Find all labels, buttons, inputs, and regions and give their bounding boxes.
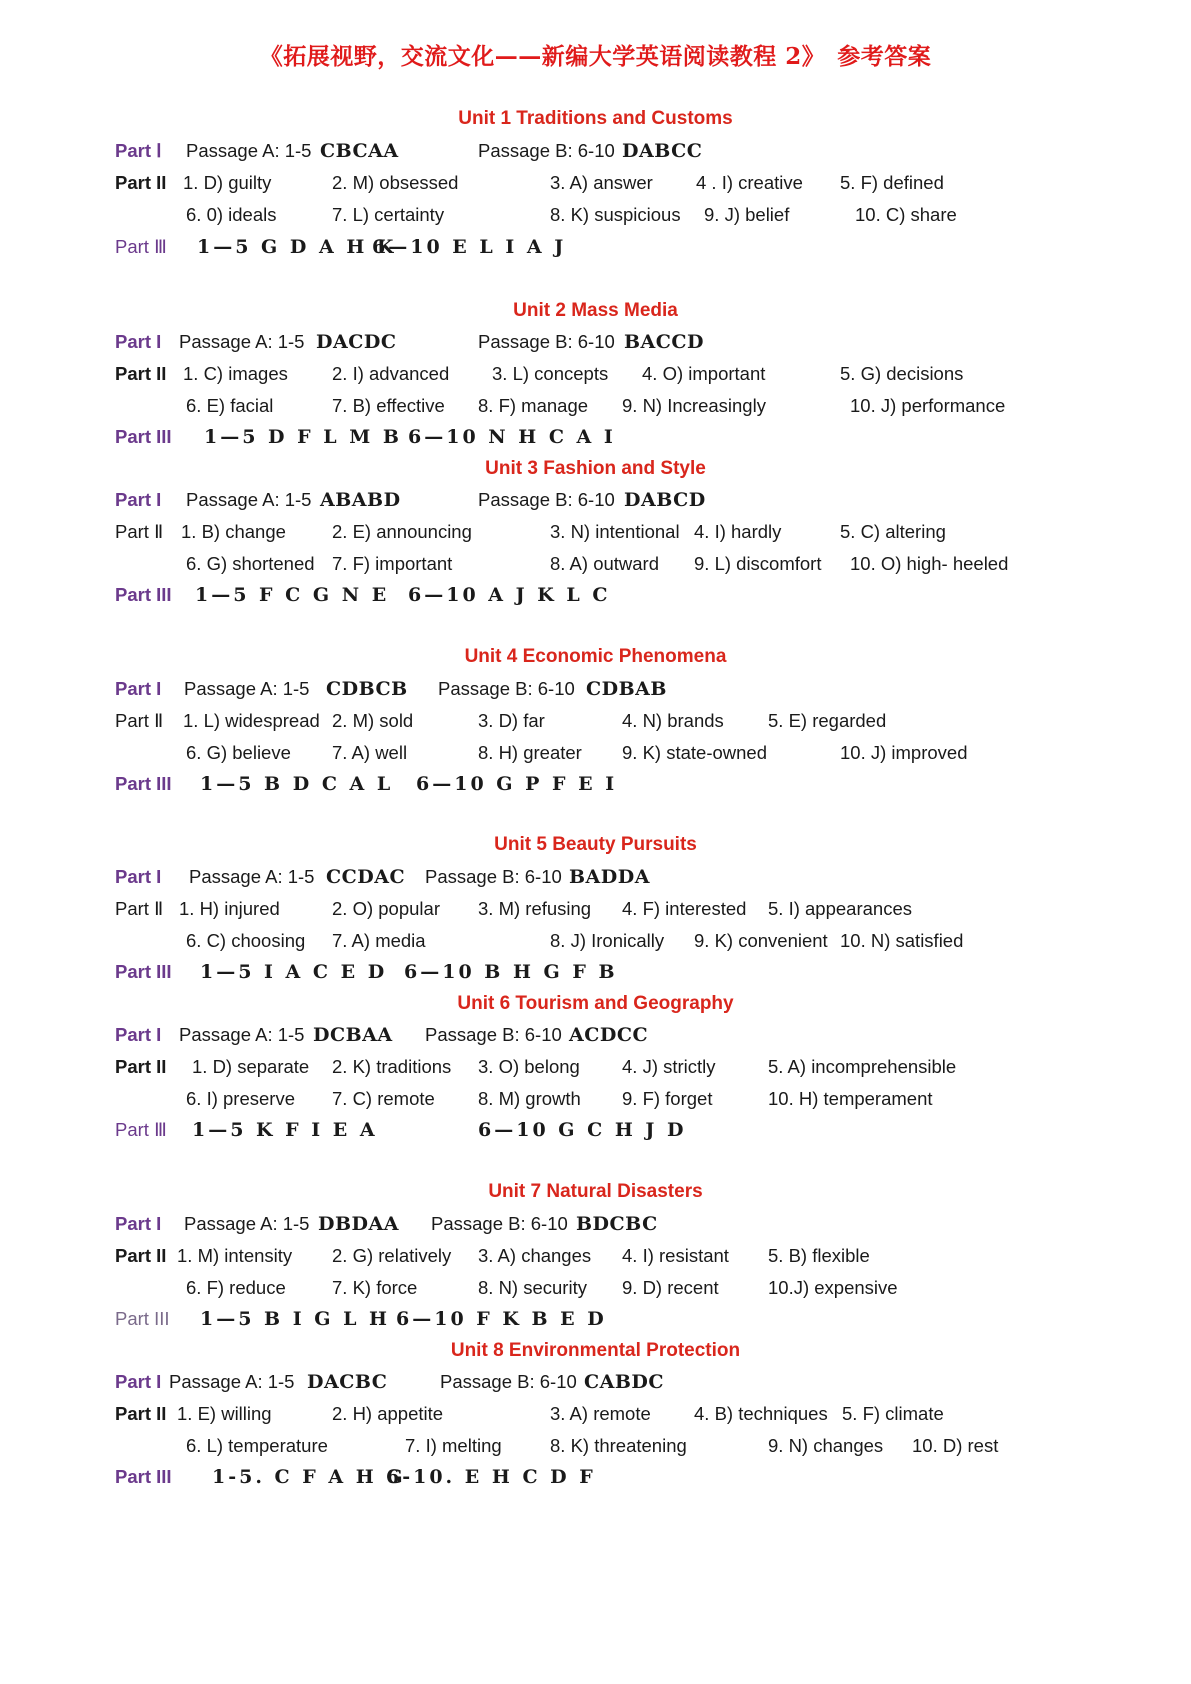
vocab-answer: 4. B) techniques: [694, 1403, 828, 1424]
vocab-answer: 4. F) interested: [622, 898, 747, 919]
part2-row: [0, 710, 1191, 738]
part-label: Part III: [115, 584, 172, 605]
part2-row: [0, 1056, 1191, 1084]
part-label: Part Ⅱ: [115, 521, 164, 542]
passage-b-label: Passage B: 6-10: [478, 331, 615, 352]
passage-b-answers: DABCC: [622, 140, 703, 162]
vocab-answer: 3. A) answer: [550, 172, 653, 193]
part3-row: [0, 1466, 1191, 1494]
passage-a-answers: ABABD: [320, 489, 401, 511]
part3-row: [0, 426, 1191, 454]
matching-answers: 6—10 N H C A I: [408, 426, 616, 448]
part2-row: [0, 1088, 1191, 1116]
passage-a-answers: DBDAA: [318, 1213, 399, 1235]
vocab-answer: 6. F) reduce: [186, 1277, 286, 1298]
part-label: Part III: [115, 1308, 170, 1329]
vocab-answer: 1. D) separate: [192, 1056, 310, 1077]
vocab-answer: 4 . I) creative: [696, 172, 803, 193]
part1-row: [0, 866, 1191, 894]
passage-a-label: Passage A: 1-5: [189, 866, 315, 887]
vocab-answer: 6. L) temperature: [186, 1435, 328, 1456]
passage-b-answers: BDCBC: [576, 1213, 658, 1235]
passage-a-label: Passage A: 1-5: [184, 678, 310, 699]
passage-a-label: Passage A: 1-5: [186, 489, 312, 510]
unit-heading: Unit 6 Tourism and Geography: [457, 993, 734, 1014]
vocab-answer: 5. C) altering: [840, 521, 946, 542]
passage-b-answers: ACDCC: [569, 1024, 649, 1046]
vocab-answer: 2. G) relatively: [332, 1245, 452, 1266]
part2-row: [0, 521, 1191, 549]
part-label: Part III: [115, 961, 172, 982]
vocab-answer: 6. E) facial: [186, 395, 274, 416]
matching-answers: 6—10 F K B E D: [396, 1308, 607, 1330]
vocab-answer: 3. A) changes: [478, 1245, 592, 1266]
vocab-answer: 7. B) effective: [332, 395, 445, 416]
matching-answers: 1-5. C F A H G: [212, 1466, 406, 1488]
vocab-answer: 10. D) rest: [912, 1435, 999, 1456]
vocab-answer: 10.J) expensive: [768, 1277, 898, 1298]
passage-b-label: Passage B: 6-10: [431, 1213, 568, 1234]
vocab-answer: 9. K) convenient: [694, 930, 828, 951]
part-label: Part I: [115, 1024, 162, 1045]
vocab-answer: 4. O) important: [642, 363, 766, 384]
passage-a-label: Passage A: 1-5: [169, 1371, 295, 1392]
vocab-answer: 10. O) high- heeled: [850, 553, 1009, 574]
passage-b-answers: DABCD: [624, 489, 706, 511]
part-label: Part Ⅲ: [115, 236, 167, 257]
vocab-answer: 7. A) well: [332, 742, 408, 763]
matching-answers: 1—5 I A C E D: [200, 961, 388, 983]
vocab-answer: 8. K) threatening: [550, 1435, 687, 1456]
part-label: Part II: [115, 1403, 167, 1424]
part1-row: [0, 140, 1191, 168]
vocab-answer: 6. G) believe: [186, 742, 291, 763]
vocab-answer: 4. J) strictly: [622, 1056, 716, 1077]
vocab-answer: 2. I) advanced: [332, 363, 450, 384]
vocab-answer: 8. M) growth: [478, 1088, 581, 1109]
matching-answers: 6—10 B H G F B: [404, 961, 618, 983]
part3-row: [0, 961, 1191, 989]
vocab-answer: 4. I) hardly: [694, 521, 782, 542]
vocab-answer: 3. O) belong: [478, 1056, 580, 1077]
vocab-answer: 5. F) defined: [840, 172, 944, 193]
vocab-answer: 1. B) change: [181, 521, 286, 542]
vocab-answer: 8. H) greater: [478, 742, 582, 763]
vocab-answer: 5. F) climate: [842, 1403, 944, 1424]
vocab-answer: 1. H) injured: [179, 898, 280, 919]
vocab-answer: 7. C) remote: [332, 1088, 435, 1109]
passage-b-label: Passage B: 6-10: [438, 678, 575, 699]
part2-row: [0, 1245, 1191, 1273]
vocab-answer: 8. K) suspicious: [550, 204, 681, 225]
part-label: Part I: [115, 678, 162, 699]
vocab-answer: 9. N) Increasingly: [622, 395, 766, 416]
vocab-answer: 10. J) improved: [840, 742, 968, 763]
matching-answers: 1—5 G D A H K: [197, 236, 397, 258]
passage-a-label: Passage A: 1-5: [179, 1024, 305, 1045]
vocab-answer: 10. N) satisfied: [840, 930, 964, 951]
part-label: Part I: [115, 489, 162, 510]
passage-a-answers: DCBAA: [313, 1024, 393, 1046]
vocab-answer: 3. M) refusing: [478, 898, 592, 919]
vocab-answer: 7. L) certainty: [332, 204, 445, 225]
passage-b-answers: BACCD: [624, 331, 705, 353]
part-label: Part Ⅱ: [115, 898, 164, 919]
matching-answers: 6—10 G C H J D: [478, 1119, 687, 1141]
vocab-answer: 2. O) popular: [332, 898, 440, 919]
vocab-answer: 7. K) force: [332, 1277, 418, 1298]
vocab-answer: 3. A) remote: [550, 1403, 651, 1424]
passage-b-answers: BADDA: [569, 866, 650, 888]
vocab-answer: 1. L) widespread: [183, 710, 320, 731]
part2-row: [0, 1435, 1191, 1463]
passage-a-answers: CDBCB: [326, 678, 408, 700]
vocab-answer: 9. J) belief: [704, 204, 790, 225]
part-label: Part Ⅱ: [115, 710, 164, 731]
matching-answers: 1—5 B I G L H: [200, 1308, 390, 1330]
vocab-answer: 9. L) discomfort: [694, 553, 822, 574]
vocab-answer: 1. M) intensity: [177, 1245, 293, 1266]
part2-row: [0, 172, 1191, 200]
vocab-answer: 5. A) incomprehensible: [768, 1056, 957, 1077]
part2-row: [0, 395, 1191, 423]
unit-heading: Unit 3 Fashion and Style: [485, 458, 706, 479]
part3-row: [0, 1308, 1191, 1336]
part2-row: [0, 930, 1191, 958]
matching-answers: 1—5 F C G N E: [195, 584, 390, 606]
vocab-answer: 2. E) announcing: [332, 521, 472, 542]
vocab-answer: 7. I) melting: [405, 1435, 502, 1456]
vocab-answer: 3. N) intentional: [550, 521, 680, 542]
vocab-answer: 6. G) shortened: [186, 553, 315, 574]
vocab-answer: 10. H) temperament: [768, 1088, 933, 1109]
vocab-answer: 4. N) brands: [622, 710, 724, 731]
part1-row: [0, 331, 1191, 359]
vocab-answer: 5. I) appearances: [768, 898, 912, 919]
passage-a-label: Passage A: 1-5: [179, 331, 305, 352]
unit-heading: Unit 4 Economic Phenomena: [464, 646, 727, 667]
part3-row: [0, 773, 1191, 801]
part1-row: [0, 678, 1191, 706]
vocab-answer: 9. K) state-owned: [622, 742, 767, 763]
vocab-answer: 8. A) outward: [550, 553, 660, 574]
part1-row: [0, 489, 1191, 517]
vocab-answer: 10. J) performance: [850, 395, 1006, 416]
part2-row: [0, 363, 1191, 391]
matching-answers: 1—5 D F L M B: [204, 426, 402, 448]
part2-row: [0, 1277, 1191, 1305]
vocab-answer: 10. C) share: [855, 204, 957, 225]
passage-a-label: Passage A: 1-5: [186, 140, 312, 161]
vocab-answer: 9. D) recent: [622, 1277, 719, 1298]
passage-a-answers: DACDC: [316, 331, 397, 353]
part-label: Part Ⅰ: [115, 140, 162, 161]
passage-a-label: Passage A: 1-5: [184, 1213, 310, 1234]
part3-row: [0, 584, 1191, 612]
unit-heading: Unit 5 Beauty Pursuits: [494, 834, 697, 855]
part-label: Part III: [115, 426, 172, 447]
part2-row: [0, 742, 1191, 770]
vocab-answer: 7. A) media: [332, 930, 426, 951]
part-label: Part II: [115, 1056, 167, 1077]
vocab-answer: 3. D) far: [478, 710, 545, 731]
vocab-answer: 7. F) important: [332, 553, 453, 574]
passage-b-label: Passage B: 6-10: [425, 866, 562, 887]
vocab-answer: 1. C) images: [183, 363, 288, 384]
vocab-answer: 6. I) preserve: [186, 1088, 295, 1109]
passage-a-answers: CBCAA: [320, 140, 399, 162]
vocab-answer: 4. I) resistant: [622, 1245, 729, 1266]
passage-b-label: Passage B: 6-10: [425, 1024, 562, 1045]
passage-a-answers: DACBC: [307, 1371, 388, 1393]
vocab-answer: 5. E) regarded: [768, 710, 887, 731]
vocab-answer: 9. F) forget: [622, 1088, 713, 1109]
vocab-answer: 8. F) manage: [478, 395, 589, 416]
matching-answers: 6—10 A J K L C: [408, 584, 611, 606]
passage-b-label: Passage B: 6-10: [478, 489, 615, 510]
part-label: Part I: [115, 1213, 162, 1234]
vocab-answer: 9. N) changes: [768, 1435, 884, 1456]
vocab-answer: 6. C) choosing: [186, 930, 306, 951]
unit-heading: Unit 2 Mass Media: [513, 300, 678, 321]
part1-row: [0, 1371, 1191, 1399]
part2-row: [0, 1403, 1191, 1431]
part2-row: [0, 204, 1191, 232]
part-label: Part I: [115, 866, 162, 887]
part3-row: [0, 236, 1191, 264]
page-title: 《拓展视野，交流文化——新编大学英语阅读教程 2》 参考答案: [259, 43, 932, 70]
part1-row: [0, 1024, 1191, 1052]
passage-b-label: Passage B: 6-10: [440, 1371, 577, 1392]
part-label: Part Ⅲ: [115, 1119, 167, 1140]
unit-heading: Unit 7 Natural Disasters: [488, 1181, 703, 1202]
matching-answers: 6—10 E L I A J: [372, 236, 567, 258]
vocab-answer: 5. B) flexible: [768, 1245, 870, 1266]
part3-row: [0, 1119, 1191, 1147]
part-label: Part II: [115, 1245, 167, 1266]
vocab-answer: 3. L) concepts: [492, 363, 609, 384]
passage-a-answers: CCDAC: [326, 866, 406, 888]
vocab-answer: 8. N) security: [478, 1277, 587, 1298]
matching-answers: 6-10. E H C D F: [386, 1466, 596, 1488]
unit-heading: Unit 1 Traditions and Customs: [458, 108, 733, 129]
vocab-answer: 8. J) Ironically: [550, 930, 665, 951]
vocab-answer: 2. K) traditions: [332, 1056, 452, 1077]
passage-b-answers: CDBAB: [586, 678, 667, 700]
vocab-answer: 1. E) willing: [177, 1403, 272, 1424]
vocab-answer: 1. D) guilty: [183, 172, 272, 193]
part1-row: [0, 1213, 1191, 1241]
part2-row: [0, 898, 1191, 926]
matching-answers: 1—5 K F I E A: [192, 1119, 378, 1141]
vocab-answer: 6. 0) ideals: [186, 204, 277, 225]
unit-heading: Unit 8 Environmental Protection: [450, 1340, 741, 1361]
vocab-answer: 2. M) obsessed: [332, 172, 459, 193]
part2-row: [0, 553, 1191, 581]
matching-answers: 1—5 B D C A L: [200, 773, 394, 795]
vocab-answer: 2. M) sold: [332, 710, 414, 731]
part-label: Part III: [115, 773, 172, 794]
passage-b-label: Passage B: 6-10: [478, 140, 615, 161]
matching-answers: 6—10 G P F E I: [416, 773, 618, 795]
vocab-answer: 5. G) decisions: [840, 363, 964, 384]
part-label: Part II: [115, 172, 167, 193]
part-label: Part I: [115, 1371, 162, 1392]
vocab-answer: 2. H) appetite: [332, 1403, 444, 1424]
part-label: Part II: [115, 363, 167, 384]
passage-b-answers: CABDC: [584, 1371, 665, 1393]
part-label: Part I: [115, 331, 162, 352]
part-label: Part III: [115, 1466, 172, 1487]
